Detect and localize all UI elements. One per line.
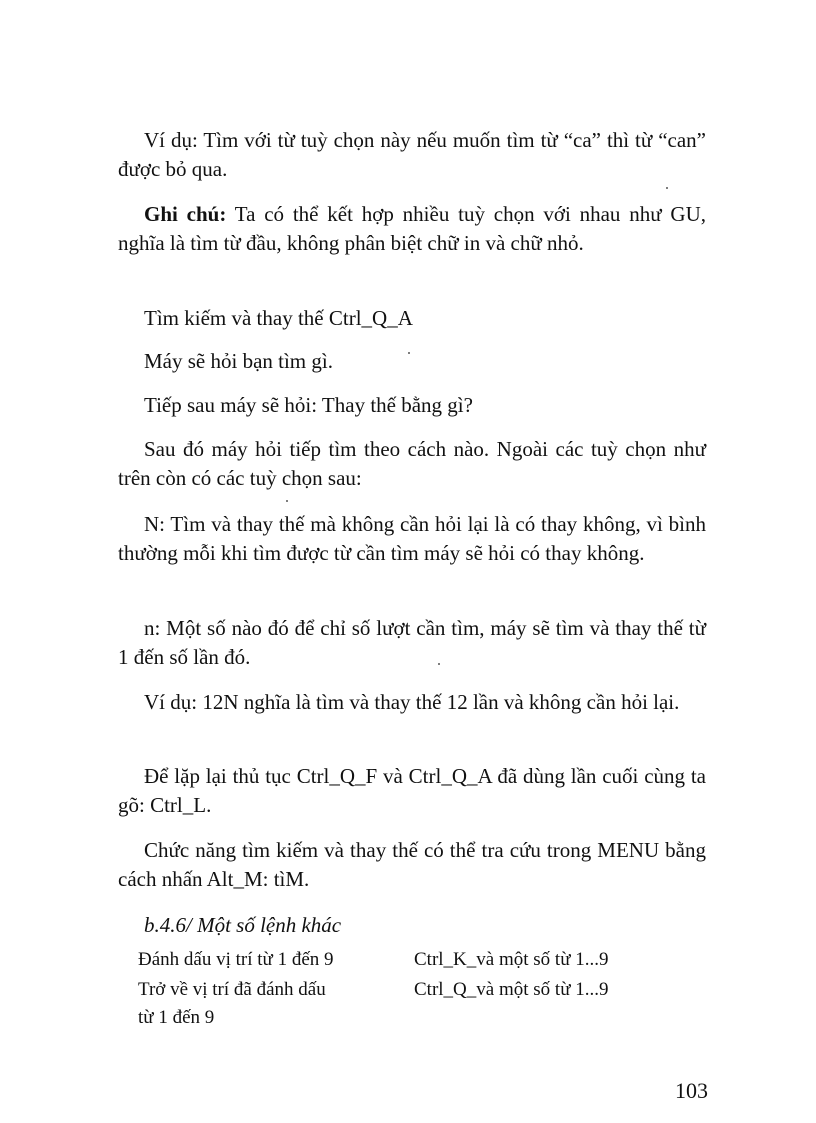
- paragraph-ask-replace: Tiếp sau máy sẽ hỏi: Thay thế bằng gì?: [144, 393, 473, 417]
- page-number: 103: [675, 1078, 708, 1103]
- scan-speck: [408, 352, 410, 354]
- paragraph-find-replace: Tìm kiếm và thay thế Ctrl_Q_A: [144, 306, 413, 330]
- section-heading: b.4.6/ Một số lệnh khác: [144, 913, 342, 937]
- command-action: từ 1 đến 9: [138, 1007, 215, 1028]
- command-keys: Ctrl_Q_và một số từ 1...9: [414, 979, 609, 1000]
- paragraph-option-n: n: Một số nào đó để chỉ số lượt cần tìm, máy sẽ tìm và thay thế từ 1 đến số lần đó.: [118, 616, 706, 669]
- command-action: Trở về vị trí đã đánh dấu: [138, 979, 326, 1000]
- note-lead: Ghi chú:: [144, 202, 227, 226]
- paragraph-repeat: Để lặp lại thủ tục Ctrl_Q_F và Ctrl_Q_A đã dùng lần cuối cùng ta gõ: Ctrl_L.: [118, 764, 706, 817]
- paragraph-options-intro: Sau đó máy hỏi tiếp tìm theo cách nào. Ngoài các tuỳ chọn như trên còn có các tuỳ chọn sau:: [118, 437, 706, 490]
- command-action: Đánh dấu vị trí từ 1 đến 9: [138, 949, 334, 970]
- paragraph-note: [118, 200, 706, 258]
- note-body: Ta có thể kết hợp nhiều tuỳ chọn với nhau như GU, nghĩa là tìm từ đầu, không phân biệt chữ in và chữ nhỏ.: [118, 202, 706, 255]
- paragraph-option-N: N: Tìm và thay thế mà không cần hỏi lại là có thay không, vì bình thường mỗi khi tìm được từ cần tìm máy sẽ hỏi có thay không.: [118, 512, 706, 565]
- scan-speck: [286, 500, 288, 502]
- paragraph-menu: Chức năng tìm kiếm và thay thế có thể tra cứu trong MENU bằng cách nhấn Alt_M: tìM.: [118, 838, 706, 891]
- paragraph-ask-find: Máy sẽ hỏi bạn tìm gì.: [144, 349, 333, 373]
- command-keys: Ctrl_K_và một số từ 1...9: [414, 949, 609, 970]
- scan-speck: [438, 663, 440, 665]
- book-page: [118, 0, 708, 1123]
- paragraph-example-12N: Ví dụ: 12N nghĩa là tìm và thay thế 12 lần và không cần hỏi lại.: [144, 690, 680, 714]
- paragraph-example-ca: Ví dụ: Tìm với từ tuỳ chọn này nếu muốn tìm từ “ca” thì từ “can” được bỏ qua.: [118, 128, 706, 181]
- scan-speck: [666, 187, 668, 189]
